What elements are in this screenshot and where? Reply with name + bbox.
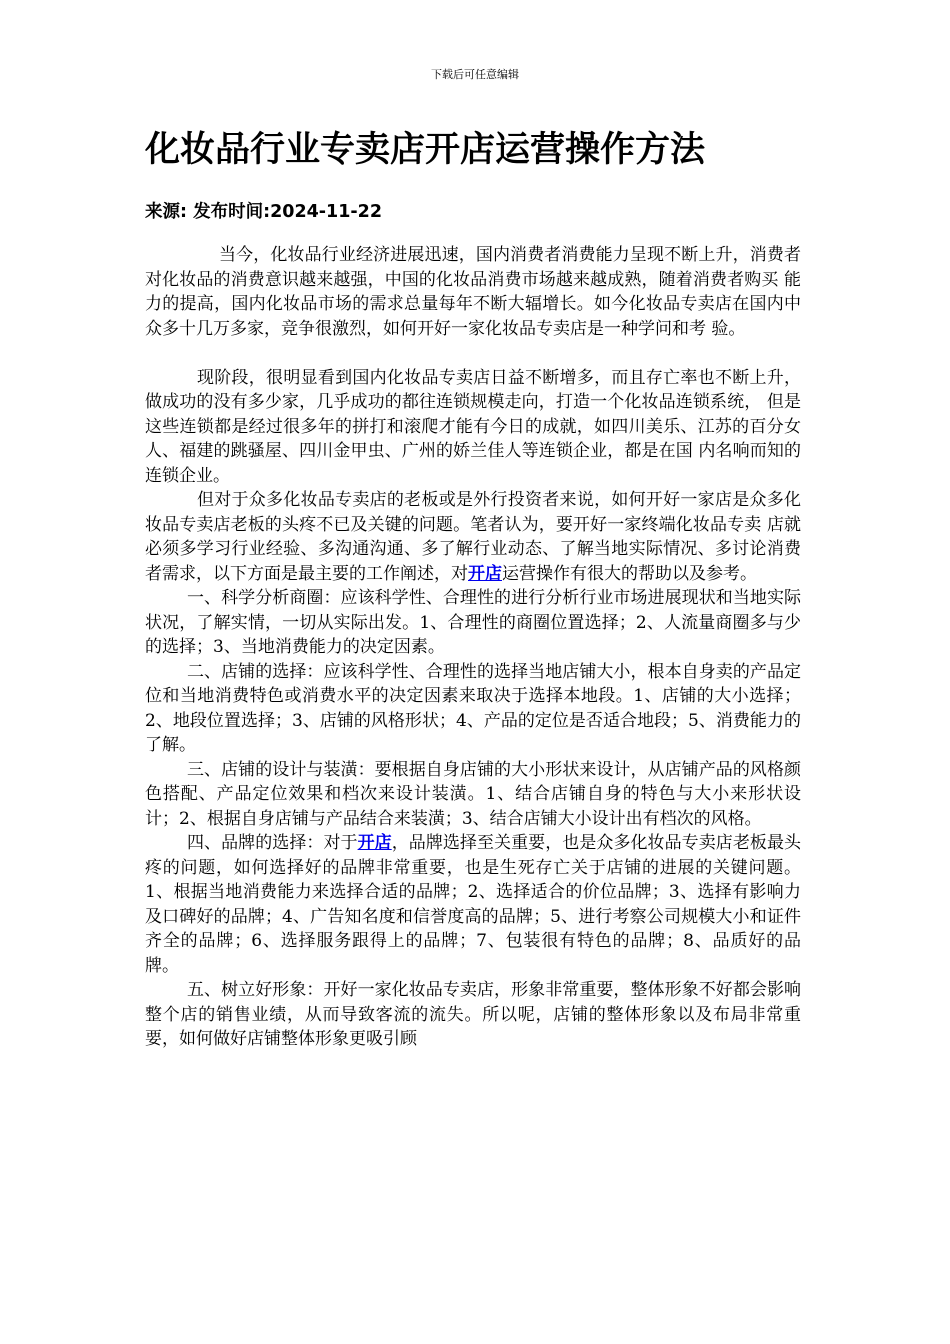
paragraph-section-4 [145,831,801,978]
paragraph-intro: 当今，化妆品行业经济进展迅速，国内消费者消费能力呈现不断上升，消费者对化妆品的消费意识越来越强，中国的化妆品消费市场越来越成熟，随着消费者购买 能力的提高，国内化妆品市场的需求总量每年不断大辐增长。如今化妆品专卖店在国内中众多十几万多家，竞争很激烈，如何开好一家化妆品专卖店是一种学问和考 验。 [145,245,801,339]
header-note: 下载后可任意编辑 [431,68,519,81]
paragraph-text: ，品牌选择至关重要，也是众多化妆品专卖店老板最头疼的问题，如何选择好的品牌非常重要，也是生死存亡关于店铺的进展的关键问题。1、根据当地消费能力来选择合适的品牌；2、选择适合的价位品牌；3、选择有影响力及口碑好的品牌；4、广告知名度和信誉度高的品牌；5、进行考察公司规模大小和证件齐全的品牌；6、选择服务跟得上的品牌；7、包装很有特色的品牌；8、品质好的品牌。 [145,833,802,976]
paragraph-text: 运营操作有很大的帮助以及参考。 [502,563,757,584]
paragraph-gap [145,341,801,366]
paragraph-section-2: 二、店铺的选择：应该科学性、合理性的选择当地店铺大小，根本自身卖的产品定位和当地消费特色或消费水平的决定因素来取决于选择本地段。1、店铺的大小选择；2、地段位置选择；3、店铺的风格形状；4、产品的定位是否适合地段；5、消费能力的了解。 [145,661,801,755]
paragraph-section-5: 五、树立好形象：开好一家化妆品专卖店，形象非常重要，整体形象不好都会影响整个店的销售业绩，从而导致客流的流失。所以呢，店铺的整体形象以及布局非常重要，如何做好店铺整体形象更吸引顾 [145,980,801,1049]
open-store-link[interactable]: 开店 [468,563,502,584]
article-meta: 来源: 发布时间:2024-11-22 [145,202,383,222]
paragraph-how-to-open [145,488,801,586]
paragraph-section-3: 三、店铺的设计与装潢：要根据自身店铺的大小形状来设计，从店铺产品的风格颜色搭配、产品定位效果和档次来设计装潢。1、结合店铺自身的特色与大小来形状设计；2、根据自身店铺与产品结合来装潢；3、结合店铺大小设计出有档次的风格。 [145,759,801,829]
article-body [145,243,801,1052]
paragraph-current-stage: 现阶段，很明显看到国内化妆品专卖店日益不断增多，而且存亡率也不断上升，做成功的没有多少家，几乎成功的都往连锁规模走向，打造一个化妆品连锁系统， 但是这些连锁都是经过很多年的拼打和滚爬才能有今日的成就，如四川美乐、江苏的百分女人、福建的跳骚屋、四川金甲虫、广州的娇兰佳人等连锁企业，都是在国 内名响而知的连锁企业。 [145,367,801,486]
article-title: 化妆品行业专卖店开店运营操作方法 [145,130,706,170]
paragraph-text: 四、品牌的选择：对于 [187,833,358,853]
paragraph-text: 但对于众多化妆品专卖店的老板或是外行投资者来说，如何开好一家店是众多化妆品专卖店老板的头疼不已及关键的问题。笔者认为，要开好一家终端化妆品专卖 店就必须多学习行业经验、多沟通沟通、多了解行业动态、了解当地实际情况、多讨论消费者需求，以下方面是最主要的工作阐述，对 [145,490,801,584]
paragraph-section-1: 一、科学分析商圈：应该科学性、合理性的进行分析行业市场进展现状和当地实际状况，了解实情，一切从实际出发。1、合理性的商圈位置选择；2、人流量商圈多与少的选择；3、当地消费能力的决定因素。 [145,588,801,657]
open-store-link[interactable]: 开店 [357,833,392,853]
